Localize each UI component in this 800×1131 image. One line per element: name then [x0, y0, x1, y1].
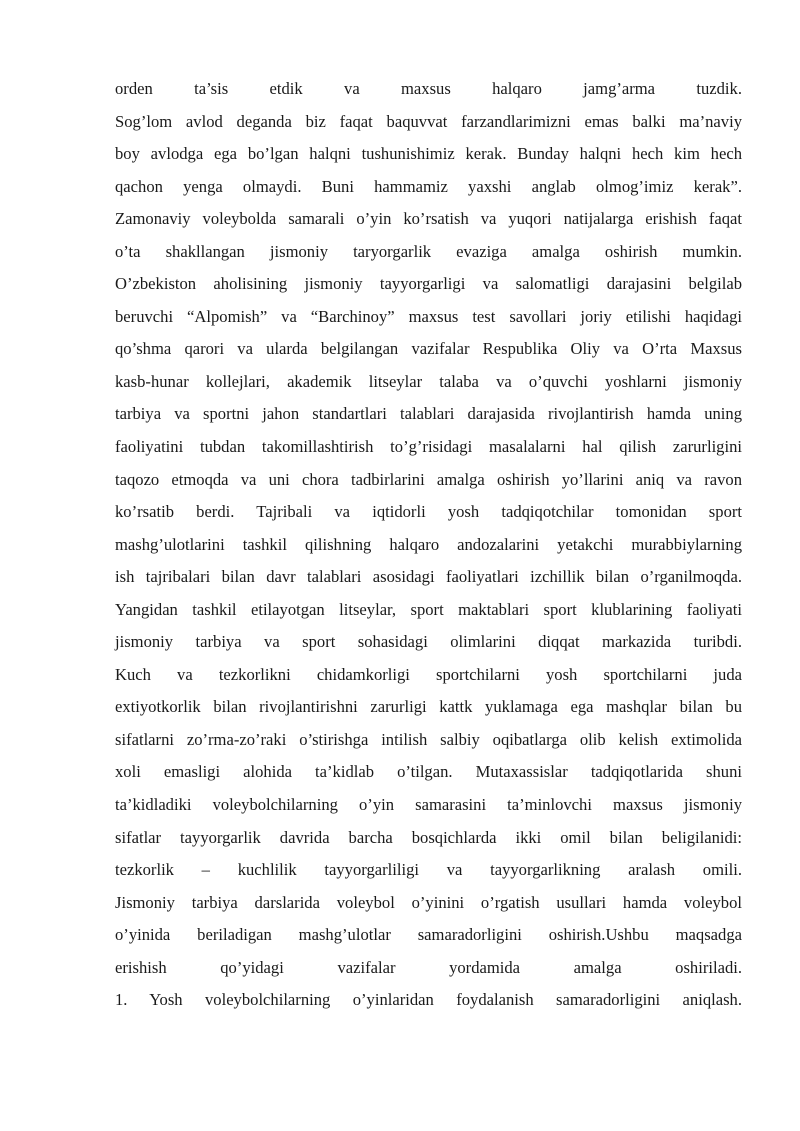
- text-line: Kuch va tezkorlikni chidamkorligi sportchilarni yosh sportchilarni juda: [115, 664, 742, 684]
- text-line: boy avlodga ega bo’lgan halqni tushunishimiz kerak. Bunday halqni hech kim hech: [115, 144, 742, 164]
- text-line: mashg’ulotlarini tashkil qilishning halqaro andozalarini yetakchi murabbiylarning: [115, 534, 742, 554]
- text-line: qo’shma qarori va ularda belgilangan vazifalar Respublika Oliy va O’rta Maxsus: [115, 339, 742, 359]
- text-line: jismoniy tarbiya va sport sohasidagi olimlarini diqqat markazida turibdi.: [115, 632, 742, 652]
- text-line: o’yinida beriladigan mashg’ulotlar samaradorligini oshirish.Ushbu maqsadga: [115, 925, 742, 945]
- text-line: tarbiya va sportni jahon standartlari talablari darajasida rivojlantirish hamda uning: [115, 404, 742, 424]
- text-line: extiyotkorlik bilan rivojlantirishni zarurligi kattk yuklamaga ega mashqlar bilan bu: [115, 697, 742, 717]
- text-line: Zamonaviy voleybolda samarali o’yin ko’rsatish va yuqori natijalarga erishish faqat: [115, 209, 742, 229]
- text-line: xoli emasligi alohida ta’kidlab o’tilgan. Mutaxassislar tadqiqotlarida shuni: [115, 762, 742, 782]
- text-line: beruvchi “Alpomish” va “Barchinoy” maxsus test savollari joriy etilishi haqidagi: [115, 306, 742, 326]
- text-line: kasb-hunar kollejlari, akademik litseylar talaba va o’quvchi yoshlarni jismoniy: [115, 371, 742, 391]
- text-line: tezkorlik – kuchlilik tayyorgarliligi va tayyorgarlikning aralash omili.: [115, 860, 742, 880]
- text-line: taqozo etmoqda va uni chora tadbirlarini amalga oshirish yo’llarini aniq va ravon: [115, 469, 742, 489]
- text-line: O’zbekiston aholisining jismoniy tayyorgarligi va salomatligi darajasini belgilab: [115, 274, 742, 294]
- text-line: Sog’lom avlod deganda biz faqat baquvvat farzandlarimizni emas balki ma’naviy: [115, 111, 742, 131]
- text-line: ta’kidladiki voleybolchilarning o’yin samarasini ta’minlovchi maxsus jismoniy: [115, 795, 742, 815]
- text-line: sifatlar tayyorgarlik davrida barcha bosqichlarda ikki omil bilan beligilanidi:: [115, 827, 742, 847]
- text-line: 1. Yosh voleybolchilarning o’yinlaridan foydalanish samaradorligini aniqlash.: [115, 990, 742, 1010]
- text-line: qachon yenga olmaydi. Buni hammamiz yaxshi anglab olmog’imiz kerak”.: [115, 176, 742, 196]
- text-line: faoliyatini tubdan takomillashtirish to’g’risidagi masalalarni hal qilish zarurligini: [115, 437, 742, 457]
- text-line: Yangidan tashkil etilayotgan litseylar, sport maktablari sport klublarining faoliyati: [115, 599, 742, 619]
- text-line: Jismoniy tarbiya darslarida voleybol o’yinini o’rgatish usullari hamda voleybol: [115, 892, 742, 912]
- text-line: erishish qo’yidagi vazifalar yordamida amalga oshiriladi.: [115, 957, 742, 977]
- text-line: sifatlarni zo’rma-zo’raki o’stirishga intilish salbiy oqibatlarga olib kelish extimolida: [115, 729, 742, 749]
- body-text: [115, 73, 742, 1017]
- text-line: ish tajribalari bilan davr talablari asosidagi faoliyatlari izchillik bilan o’rganilmoqda.: [115, 567, 742, 587]
- text-line: ko’rsatib berdi. Tajribali va iqtidorli yosh tadqiqotchilar tomonidan sport: [115, 502, 742, 522]
- text-line: orden ta’sis etdik va maxsus halqaro jamg’arma tuzdik.: [115, 79, 742, 98]
- text-line: o’ta shakllangan jismoniy taryorgarlik evaziga amalga oshirish mumkin.: [115, 241, 742, 261]
